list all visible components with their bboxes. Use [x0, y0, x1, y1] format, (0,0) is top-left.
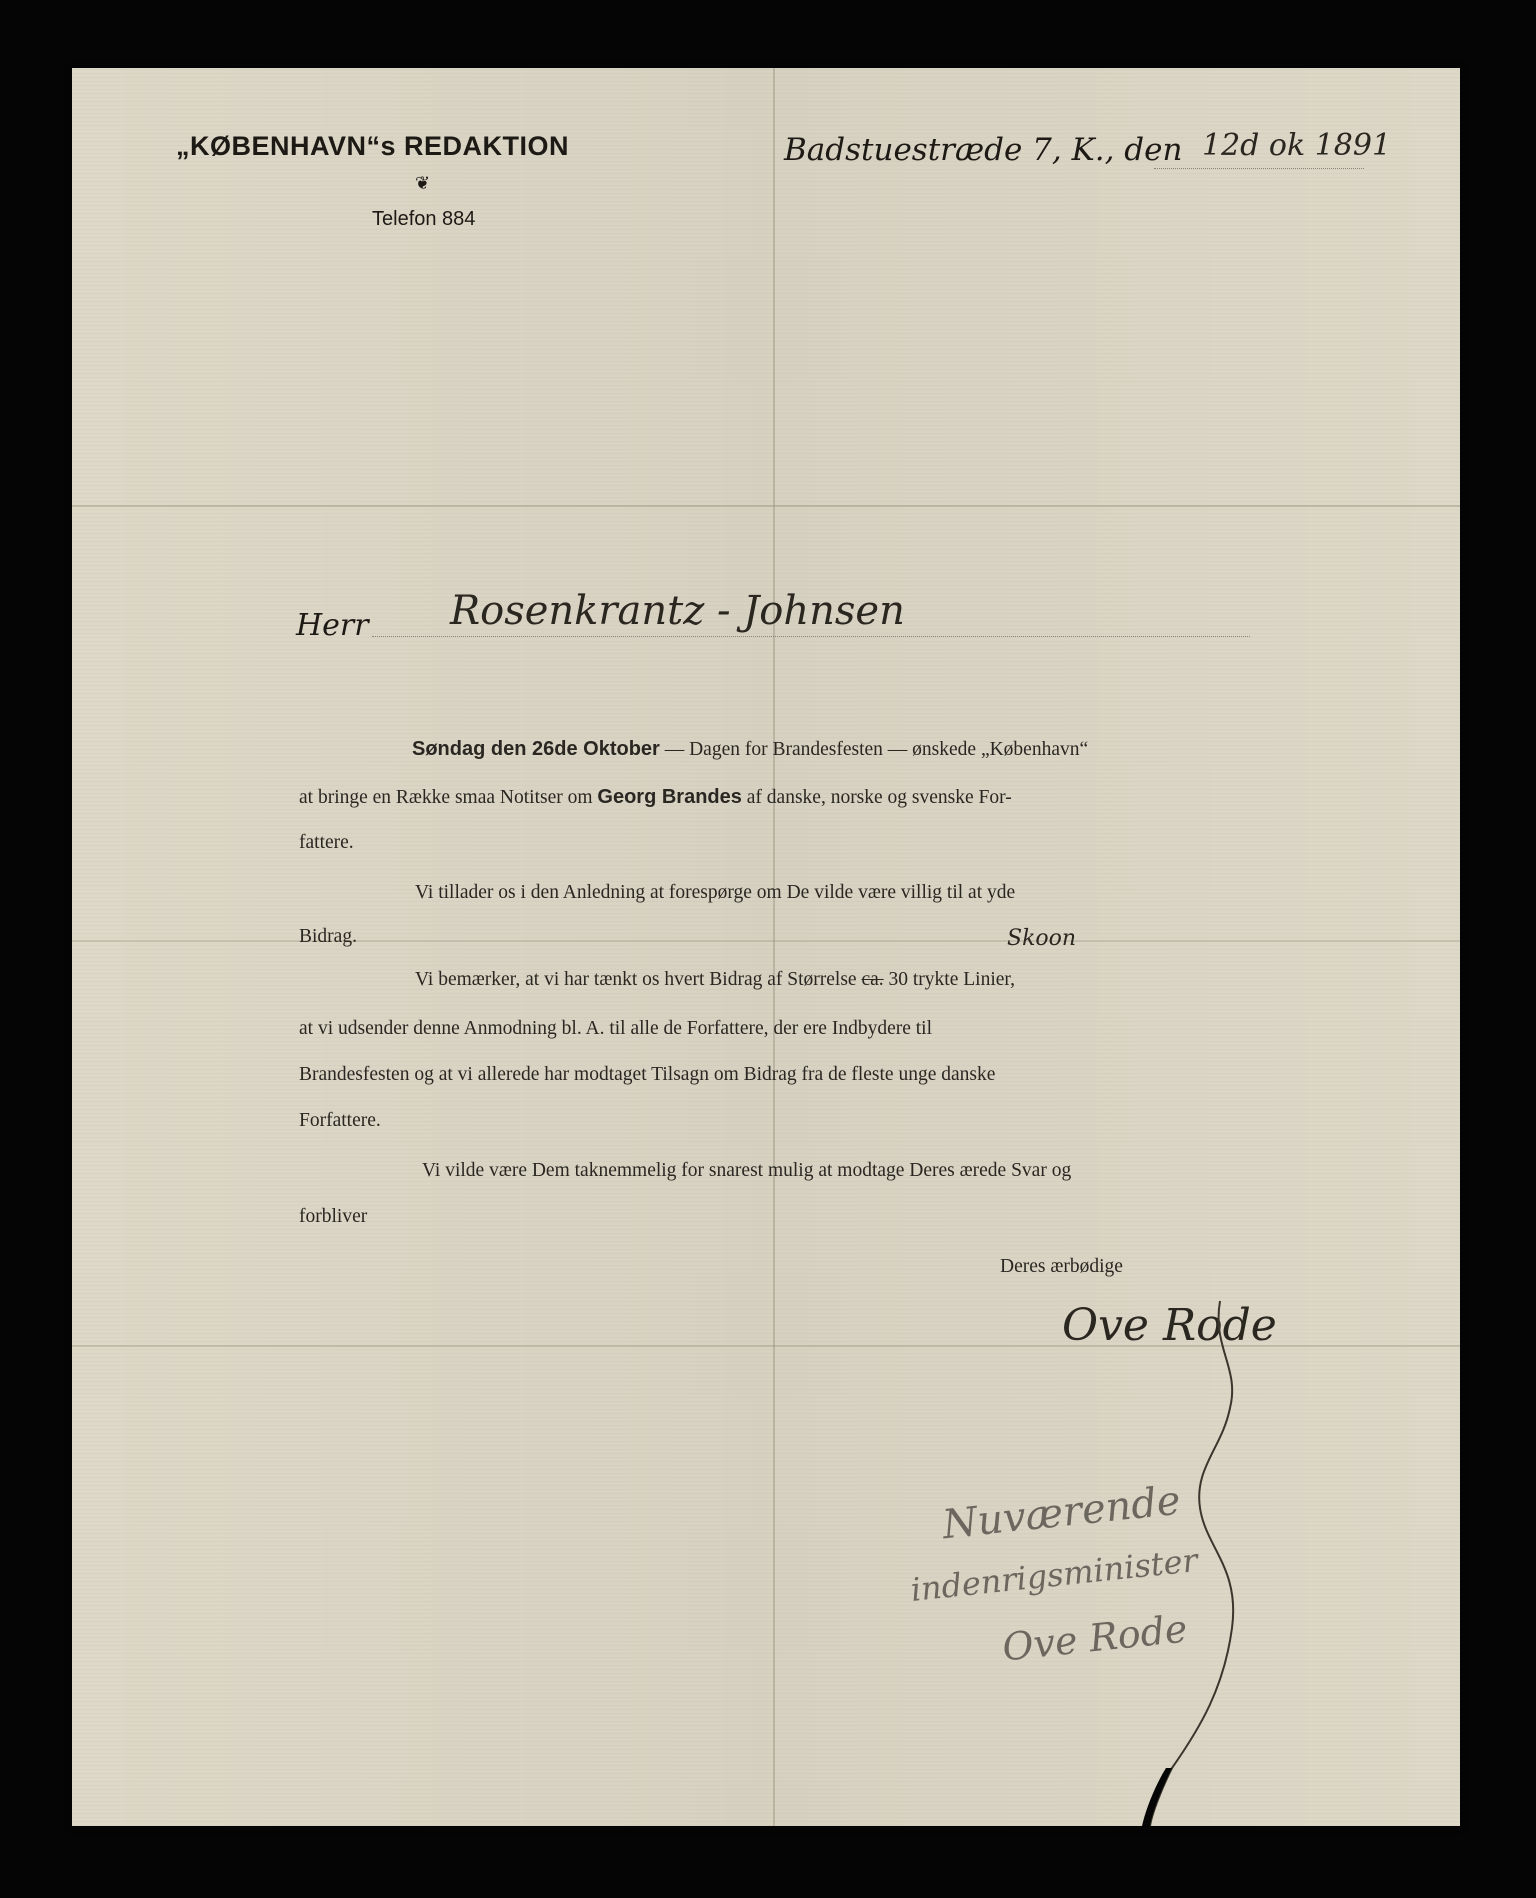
closing-regards: Deres ærbødige — [1000, 1256, 1123, 1277]
pencil-note-line-1: Nuværende — [940, 1477, 1183, 1549]
body-line-9: Forfattere. — [299, 1110, 381, 1131]
letterhead-phone: Telefon 884 — [372, 208, 476, 230]
paper-tear — [72, 68, 1460, 1826]
body-struck-ca: ca. — [861, 969, 884, 990]
pencil-note-line-2: indenrigsminister — [908, 1541, 1200, 1609]
body-line-6-post: 30 trykte Linier, — [888, 969, 1015, 990]
body-line-1-rest: — Dagen for Brandesfesten — ønskede „København“ — [664, 739, 1089, 760]
letterhead-ornament-icon: ❦ — [415, 173, 431, 193]
body-line-6-pre: Vi bemærker, at vi har tænkt os hvert Bidrag af Størrelse — [415, 969, 857, 990]
handwritten-correction: Skoon — [1007, 926, 1077, 951]
body-line-11: forbliver — [299, 1206, 368, 1227]
body-line-10: Vi vilde være Dem taknemmelig for snarest mulig at modtage Deres ærede Svar og — [422, 1160, 1072, 1181]
body-georg-brandes-bold: Georg Brandes — [597, 786, 742, 808]
letterhead-address: Badstuestræde 7, K., den — [784, 132, 1183, 168]
letterhead-title: „KØBENHAVN“s REDAKTION — [176, 131, 570, 161]
body-date-bold: Søndag den 26de Oktober — [412, 738, 660, 760]
body-line-4: Vi tillader os i den Anledning at forespørge om De vilde være villig til at yde — [415, 882, 1016, 903]
body-line-2-pre: at bringe en Række smaa Notitser om — [299, 787, 593, 808]
body-line-7: at vi udsender denne Anmodning bl. A. til alle de Forfattere, der ere Indbydere til — [299, 1018, 933, 1039]
body-line-3: fattere. — [299, 832, 354, 853]
handwritten-signature: Ove Rode — [1062, 1300, 1277, 1351]
handwritten-date: 12d ok 1891 — [1202, 128, 1392, 163]
tear-line — [1150, 1301, 1233, 1826]
handwritten-addressee-name: Rosenkrantz - Johnsen — [450, 588, 905, 634]
body-line-8: Brandesfesten og at vi allerede har modtaget Tilsagn om Bidrag fra de fleste unge danske — [299, 1064, 996, 1085]
body-line-5: Bidrag. — [299, 926, 357, 947]
salutation-herr: Herr — [296, 608, 369, 643]
tear-gap — [1142, 1768, 1172, 1826]
body-line-2-post: af danske, norske og svenske For- — [746, 787, 1012, 808]
pencil-note-line-3: Ove Rode — [1000, 1606, 1190, 1670]
letter-sheet — [72, 68, 1460, 1826]
